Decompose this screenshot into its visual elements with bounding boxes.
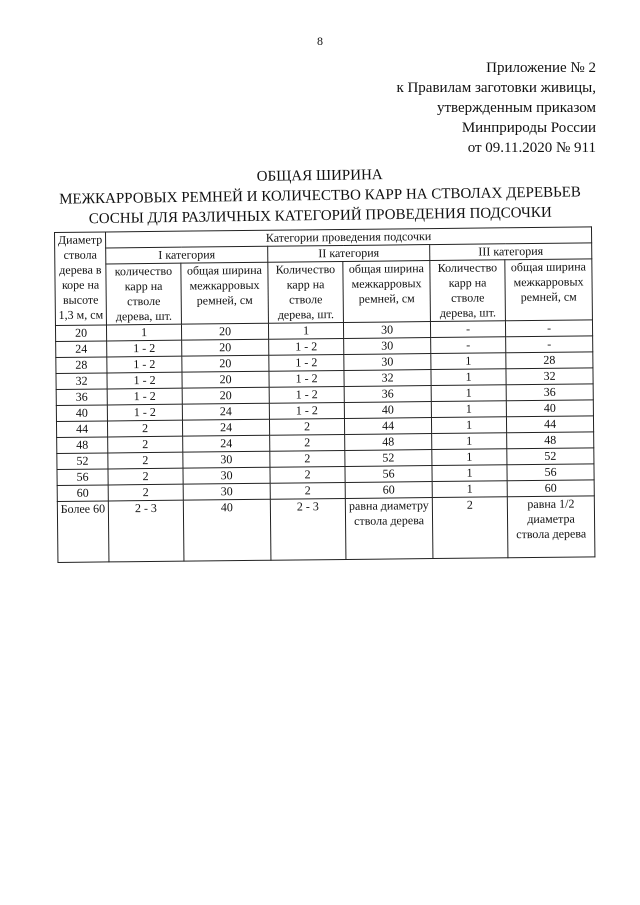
header-category-3: III категория	[430, 243, 592, 261]
categories-table	[54, 226, 595, 563]
page-number: 8	[317, 34, 323, 48]
table-cell: -	[505, 320, 592, 337]
table-cell: 32	[344, 370, 431, 387]
table-cell: 30	[343, 322, 430, 339]
header-cat2-count: Количество карр на стволе дерева, шт.	[268, 261, 344, 323]
header-category-1: I категория	[106, 246, 268, 264]
table-cell: 1	[431, 353, 506, 370]
header-categories: Категории проведения подсочки	[106, 227, 592, 248]
table-cell: 48	[345, 434, 432, 451]
table-cell: 2	[270, 482, 345, 499]
table-cell: 1 - 2	[107, 372, 182, 389]
table-cell: 40	[183, 499, 271, 561]
table-cell: 2	[108, 484, 183, 501]
table-cell: 1	[432, 465, 507, 482]
table-cell: 56	[57, 469, 108, 486]
table-cell: 36	[344, 386, 431, 403]
table-cell: 1	[431, 385, 506, 402]
header-cat3-count: Количество карр на стволе дерева, шт.	[430, 260, 506, 322]
table-cell: 1 - 2	[269, 402, 344, 419]
header-diameter: Диаметр ствола дерева в коре на высоте 1,3 м, см	[55, 232, 107, 326]
table-cell: 2	[270, 466, 345, 483]
table-cell: 52	[345, 450, 432, 467]
table-cell: 2 - 3	[108, 500, 184, 562]
table-cell: 32	[506, 368, 593, 385]
table-cell: равна 1/2 диаметра ствола дерева	[507, 496, 595, 558]
table-cell: равна диаметру ствола дерева	[345, 498, 433, 560]
table-cell: 20	[55, 325, 106, 342]
appendix-line: Минприроды России	[461, 120, 596, 136]
table-cell: 1 - 2	[107, 340, 182, 357]
table-cell: 1	[432, 449, 507, 466]
table-cell: 36	[506, 384, 593, 401]
categories-table-container	[54, 226, 595, 563]
title-line: СОСНЫ ДЛЯ РАЗЛИЧНЫХ КАТЕГОРИЙ ПРОВЕДЕНИЯ ПОДСОЧКИ	[88, 204, 552, 228]
table-cell: 1	[431, 369, 506, 386]
header-category-2: II категория	[268, 245, 430, 263]
table-cell: 1 - 2	[107, 404, 182, 421]
table-cell: 28	[56, 357, 107, 374]
title-line: ОБЩАЯ ШИРИНА	[256, 167, 383, 185]
header-cat1-count: количество карр на стволе дерева, шт.	[106, 263, 182, 325]
table-cell: 1 - 2	[107, 388, 182, 405]
table-cell: 20	[182, 355, 269, 372]
table-cell: 60	[507, 480, 594, 497]
table-cell: 2	[432, 497, 508, 559]
table-cell: 2	[108, 436, 183, 453]
header-cat1-width: общая ширина межкарровых ремней, см	[181, 262, 269, 324]
table-cell: 20	[181, 323, 268, 340]
table-cell: 30	[183, 483, 270, 500]
table-cell: 20	[182, 339, 269, 356]
table-cell: 20	[182, 387, 269, 404]
table-cell: 1	[431, 401, 506, 418]
table-cell: 20	[182, 371, 269, 388]
table-cell: 32	[56, 373, 107, 390]
table-cell: 30	[344, 354, 431, 371]
table-cell: 44	[506, 416, 593, 433]
table-cell: 40	[344, 402, 431, 419]
appendix-line: от 09.11.2020 № 911	[467, 140, 596, 156]
table-cell: 52	[507, 448, 594, 465]
table-cell: 30	[183, 467, 270, 484]
table-cell: 52	[57, 453, 108, 470]
table-cell: 40	[56, 405, 107, 422]
table-cell: Более 60	[57, 501, 109, 563]
table-cell: 1	[432, 481, 507, 498]
table-cell: 1	[268, 322, 343, 339]
table-cell: -	[430, 321, 505, 338]
table-cell: 2	[107, 420, 182, 437]
table-cell: 48	[507, 432, 594, 449]
table-cell: 1	[106, 324, 181, 341]
table-cell: 24	[56, 341, 107, 358]
appendix-line: Приложение № 2	[486, 60, 596, 76]
appendix-note	[396, 58, 596, 158]
title-line: МЕЖКАРРОВЫХ РЕМНЕЙ И КОЛИЧЕСТВО КАРР НА СТВОЛАХ ДЕРЕВЬЕВ	[59, 184, 581, 208]
header-cat2-width: общая ширина межкарровых ремней, см	[343, 261, 431, 323]
table-cell: -	[506, 336, 593, 353]
table-cell: 60	[57, 485, 108, 502]
table-cell: 60	[345, 482, 432, 499]
table-cell: 1 - 2	[269, 338, 344, 355]
appendix-line: утвержденным приказом	[436, 100, 596, 116]
table-cell: 2	[108, 468, 183, 485]
table-cell: 28	[506, 352, 593, 369]
table-cell: 44	[344, 418, 431, 435]
table-cell: 36	[56, 389, 107, 406]
table-cell: 30	[183, 451, 270, 468]
table-cell: 56	[345, 466, 432, 483]
table-cell: 40	[506, 400, 593, 417]
table-row	[57, 496, 595, 563]
table-cell: 1	[432, 433, 507, 450]
table-cell: 2	[108, 452, 183, 469]
table-cell: 44	[56, 421, 107, 438]
header-cat3-width: общая ширина межкарровых ремней, см	[505, 259, 593, 321]
table-cell: 48	[57, 437, 108, 454]
table-cell: 1 - 2	[107, 356, 182, 373]
table-cell: 1 - 2	[269, 354, 344, 371]
table-cell: 1	[431, 417, 506, 434]
document-title	[40, 162, 601, 230]
table-cell: 24	[182, 419, 269, 436]
table-cell: 2	[270, 434, 345, 451]
table-cell: -	[431, 337, 506, 354]
table-cell: 30	[344, 338, 431, 355]
appendix-line: к Правилам заготовки живицы,	[396, 80, 596, 96]
table-cell: 2	[269, 418, 344, 435]
table-cell: 24	[182, 403, 269, 420]
table-cell: 1 - 2	[269, 386, 344, 403]
table-cell: 1 - 2	[269, 370, 344, 387]
table-cell: 24	[183, 435, 270, 452]
table-cell: 2	[270, 450, 345, 467]
table-cell: 56	[507, 464, 594, 481]
table-cell: 2 - 3	[270, 498, 346, 560]
